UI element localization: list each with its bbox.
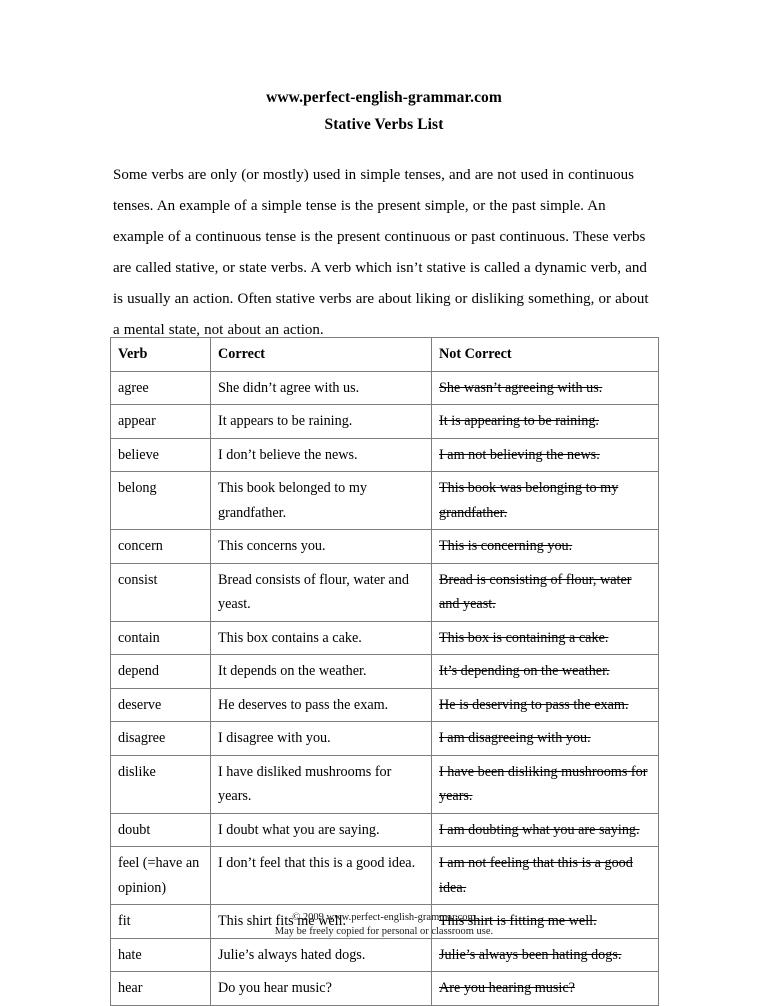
cell-not-correct-example: It is appearing to be raining.: [432, 405, 659, 439]
cell-correct-example: This box contains a cake.: [211, 621, 432, 655]
cell-not-correct-example: This book was belonging to my grandfather.: [432, 472, 659, 530]
column-header-correct: Correct: [211, 338, 432, 372]
page-title: Stative Verbs List: [324, 116, 444, 133]
copyright-line: © 2009 www.perfect-english-grammar.com: [292, 912, 476, 923]
cell-verb: fit: [111, 905, 211, 939]
site-url-heading: www.perfect-english-grammar.com: [266, 89, 502, 106]
cell-verb: appear: [111, 405, 211, 439]
cell-not-correct-example: I am disagreeing with you.: [432, 722, 659, 756]
table-row: [111, 621, 659, 655]
cell-correct-example: I don’t believe the news.: [211, 438, 432, 472]
cell-not-correct-example: Are you hearing music?: [432, 972, 659, 1006]
cell-not-correct-example: I have been disliking mushrooms for years.: [432, 755, 659, 813]
cell-correct-example: I doubt what you are saying.: [211, 813, 432, 847]
table-row: [111, 755, 659, 813]
cell-not-correct-example: I am not believing the news.: [432, 438, 659, 472]
column-header-not-correct: Not Correct: [432, 338, 659, 372]
cell-correct-example: I disagree with you.: [211, 722, 432, 756]
cell-correct-example: Bread consists of flour, water and yeast.: [211, 563, 432, 621]
cell-not-correct-example: I am not feeling that this is a good idea.: [432, 847, 659, 905]
table-body: [111, 371, 659, 1005]
cell-verb: consist: [111, 563, 211, 621]
table-row: [111, 563, 659, 621]
cell-verb: dislike: [111, 755, 211, 813]
cell-correct-example: It depends on the weather.: [211, 655, 432, 689]
cell-verb: belong: [111, 472, 211, 530]
cell-correct-example: It appears to be raining.: [211, 405, 432, 439]
table-row: [111, 813, 659, 847]
cell-correct-example: He deserves to pass the exam.: [211, 688, 432, 722]
table-row: [111, 972, 659, 1006]
cell-verb: disagree: [111, 722, 211, 756]
cell-correct-example: Julie’s always hated dogs.: [211, 938, 432, 972]
cell-verb: agree: [111, 371, 211, 405]
cell-verb: believe: [111, 438, 211, 472]
table-header-row: [111, 338, 659, 372]
cell-verb: doubt: [111, 813, 211, 847]
usage-line: May be freely copied for personal or classroom use.: [274, 925, 494, 937]
cell-not-correct-example: This shirt is fitting me well.: [432, 905, 659, 939]
table-row: [111, 655, 659, 689]
cell-not-correct-example: This box is containing a cake.: [432, 621, 659, 655]
table-row: [111, 405, 659, 439]
cell-correct-example: This book belonged to my grandfather.: [211, 472, 432, 530]
table-row: [111, 938, 659, 972]
cell-verb: hate: [111, 938, 211, 972]
cell-not-correct-example: This is concerning you.: [432, 530, 659, 564]
cell-not-correct-example: It’s depending on the weather.: [432, 655, 659, 689]
document-footer: [0, 911, 768, 938]
cell-verb: concern: [111, 530, 211, 564]
table-row: [111, 438, 659, 472]
cell-correct-example: This shirt fits me well.: [211, 905, 432, 939]
table-row: [111, 530, 659, 564]
cell-verb: deserve: [111, 688, 211, 722]
cell-not-correct-example: I am doubting what you are saying.: [432, 813, 659, 847]
cell-not-correct-example: Bread is consisting of flour, water and yeast.: [432, 563, 659, 621]
table-row: [111, 472, 659, 530]
cell-correct-example: I don’t feel that this is a good idea.: [211, 847, 432, 905]
cell-not-correct-example: She wasn’t agreeing with us.: [432, 371, 659, 405]
document-header: [0, 0, 768, 138]
cell-verb: feel (=have an opinion): [111, 847, 211, 905]
table-row: [111, 688, 659, 722]
cell-correct-example: She didn’t agree with us.: [211, 371, 432, 405]
column-header-verb: Verb: [111, 338, 211, 372]
table-row: [111, 847, 659, 905]
table-row: [111, 371, 659, 405]
cell-not-correct-example: He is deserving to pass the exam.: [432, 688, 659, 722]
table-row: [111, 722, 659, 756]
cell-correct-example: Do you hear music?: [211, 972, 432, 1006]
cell-not-correct-example: Julie’s always been hating dogs.: [432, 938, 659, 972]
stative-verbs-table: [110, 337, 659, 1006]
cell-verb: depend: [111, 655, 211, 689]
cell-correct-example: I have disliked mushrooms for years.: [211, 755, 432, 813]
cell-verb: contain: [111, 621, 211, 655]
cell-verb: hear: [111, 972, 211, 1006]
cell-correct-example: This concerns you.: [211, 530, 432, 564]
intro-paragraph: Some verbs are only (or mostly) used in simple tenses, and are not used in continuous tenses. An example of a simple tense is the present simple, or the past simple. An example of a continuous tense is the present continuous or past continuous. These verbs are called stative, or state verbs. A verb which isn’t stative is called a dynamic verb, and is usually an action. Often stative verbs are about liking or disliking something, or about a mental state, not about an action.: [113, 167, 649, 338]
